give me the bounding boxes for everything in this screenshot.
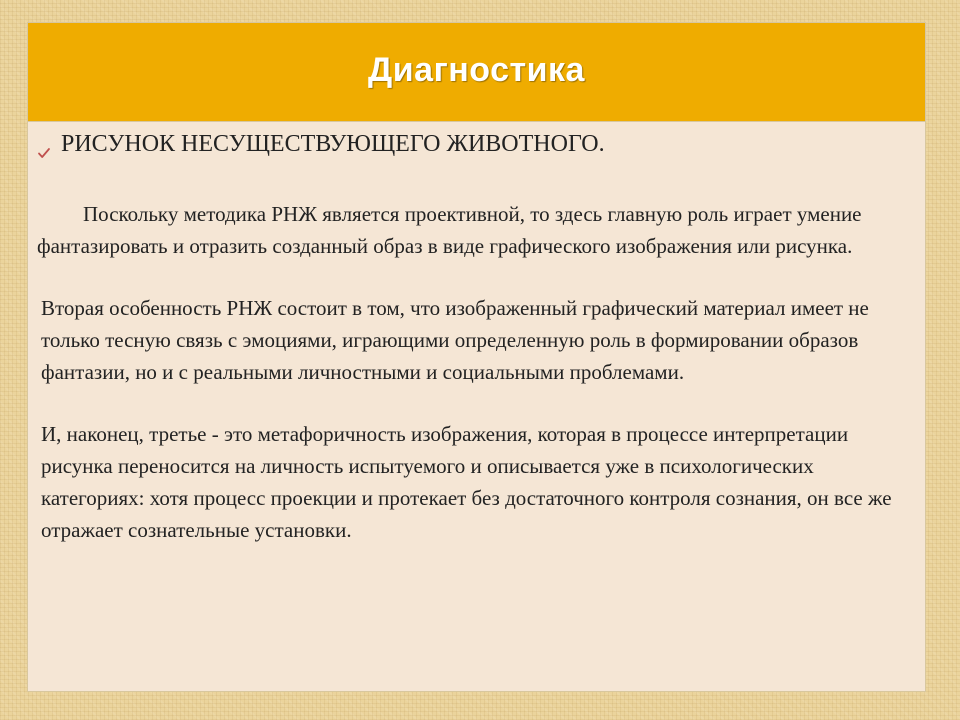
paragraph-2: Вторая особенность РНЖ состоит в том, что изображенный графический материал имеет не только тесную связь с эмоциями, играющими определенную роль в формировании образов фантазии, но и с реальными личностными и социальными проблемами. [41,296,869,384]
check-icon [37,138,51,152]
bullet-heading: РИСУНОК НЕСУЩЕСТВУЮЩЕГО ЖИВОТНОГО. [61,131,605,157]
title-band [28,23,925,122]
slide-frame [27,22,926,692]
paragraph-1: Поскольку методика РНЖ является проективной, то здесь главную роль играет умение фантазировать и отразить созданный образ в виде графического изображения или рисунка. [37,202,862,258]
bullet-item [37,129,915,159]
paragraph-3: И, наконец, третье - это метафоричность изображения, которая в процессе интерпретации рисунка переносится на личность испытуемого и описывается уже в психологических категориях: хотя процесс проекции и протекает без достаточного контроля сознания, он все же отражает сознательные установки. [41,422,892,542]
slide-content [37,129,915,546]
slide-title: Диагностика [368,51,585,89]
